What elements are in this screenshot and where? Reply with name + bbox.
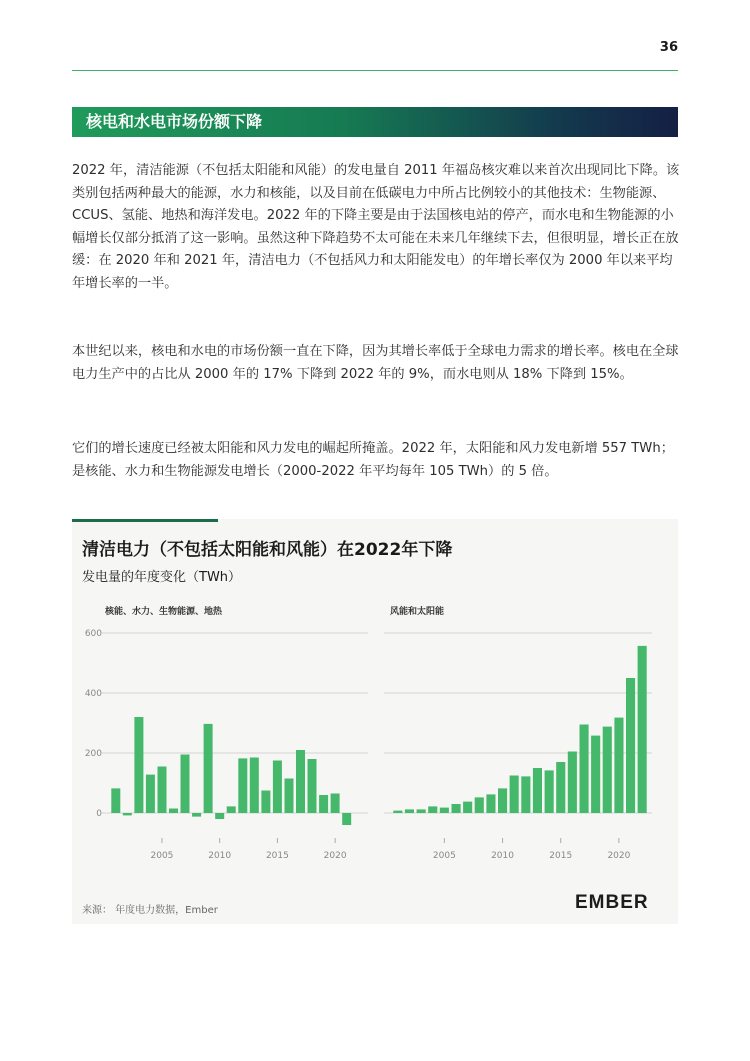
y-tick-label: 400 (84, 689, 102, 699)
x-tick-label: 2015 (265, 851, 289, 861)
bar (556, 762, 565, 813)
paragraph-2: 本世纪以来，核电和水电的市场份额一直在下降，因为其增长率低于全球电力需求的增长率。核电在全球电力生产中的占比从 2000 年的 17% 下降到 2022 年的 9%，而水电则从 18% 下降到 15%。 (72, 344, 679, 382)
x-tick-label: 2020 (323, 851, 347, 861)
bar (158, 767, 167, 814)
bar (405, 809, 414, 813)
ember-logo: EMBER (575, 892, 649, 913)
bar (393, 811, 402, 813)
bar (614, 718, 623, 813)
bar (475, 797, 484, 813)
bar (285, 779, 294, 814)
section-title: 核电和水电市场份额下降 (72, 107, 678, 137)
bar (192, 813, 201, 817)
bar (123, 813, 132, 815)
bar (134, 717, 143, 813)
x-tick-label: 2010 (208, 851, 232, 861)
bar (521, 776, 530, 813)
bar (428, 806, 437, 813)
bar (463, 802, 472, 813)
bar (250, 758, 259, 814)
bar (181, 755, 190, 814)
left-chart-title: 核能、水力、生物能源、地热 (105, 607, 223, 617)
bar (261, 791, 270, 814)
bar (296, 750, 305, 813)
right-chart-title: 风能和太阳能 (390, 607, 445, 617)
bar (510, 776, 519, 814)
bar (319, 795, 328, 813)
paragraph-3: 它们的增长速度已经被太阳能和风力发电的崛起所掩盖。2022 年，太阳能和风力发电新增 557 TWh；是核能、水力和生物能源发电增长（2000-2022 年平均每年 105 TWh）的 5 倍。 (72, 441, 674, 479)
bar (238, 758, 247, 813)
chart-title: 清洁电力（不包括太阳能和风能）在2022年下降 (82, 540, 453, 560)
bar (273, 761, 282, 814)
bar (626, 678, 635, 813)
x-tick-label: 2010 (491, 851, 514, 861)
y-tick-label: 0 (96, 809, 102, 819)
paragraph-1: 2022 年，清洁能源（不包括太阳能和风能）的发电量自 2011 年福岛核灾难以来首次出现同比下降。该类别包括两种最大的能源，水力和核能，以及目前在低碳电力中所占比例较小的其他技术：生物能源、CCUS、氢能、地热和海洋发电。2022 年的下降主要是由于法国核电站的停产，而水电和生物能源的小幅增长仅部分抵消了这一影响。虽然这种下降趋势不太可能在未来几年继续下去，但很明显，增长正在放缓：在 2020 年和 2021 年，清洁电力（不包括风力和太阳能发电）的年增长率仅为 2000 年以来平均年增长率的一半。 (72, 163, 680, 291)
chart-subtitle: 发电量的年度变化（TWh） (82, 570, 242, 585)
x-tick-label: 2005 (432, 851, 456, 861)
bar (486, 794, 495, 813)
x-tick-label: 2020 (607, 851, 631, 861)
bar (498, 788, 507, 813)
x-tick-label: 2005 (150, 851, 174, 861)
bar (568, 752, 577, 814)
bar (417, 809, 426, 813)
bar (227, 806, 236, 813)
bar (111, 788, 120, 813)
bar (308, 759, 317, 813)
bar (331, 794, 340, 814)
bar (204, 724, 213, 813)
bar (146, 775, 155, 813)
page-number: 36 (659, 40, 678, 55)
y-tick-label: 600 (84, 629, 102, 639)
bar (440, 808, 449, 813)
x-tick-label: 2015 (549, 851, 573, 861)
bar (580, 725, 589, 814)
bar (545, 770, 554, 813)
bar (533, 768, 542, 813)
source-note: 来源： 年度电力数据，Ember (82, 905, 218, 916)
bar (215, 813, 224, 819)
bar (638, 646, 647, 813)
y-tick-label: 200 (84, 749, 102, 759)
bar (169, 809, 178, 814)
bar (591, 736, 600, 813)
bar (603, 727, 612, 813)
bar (452, 804, 461, 813)
bar (342, 813, 351, 825)
